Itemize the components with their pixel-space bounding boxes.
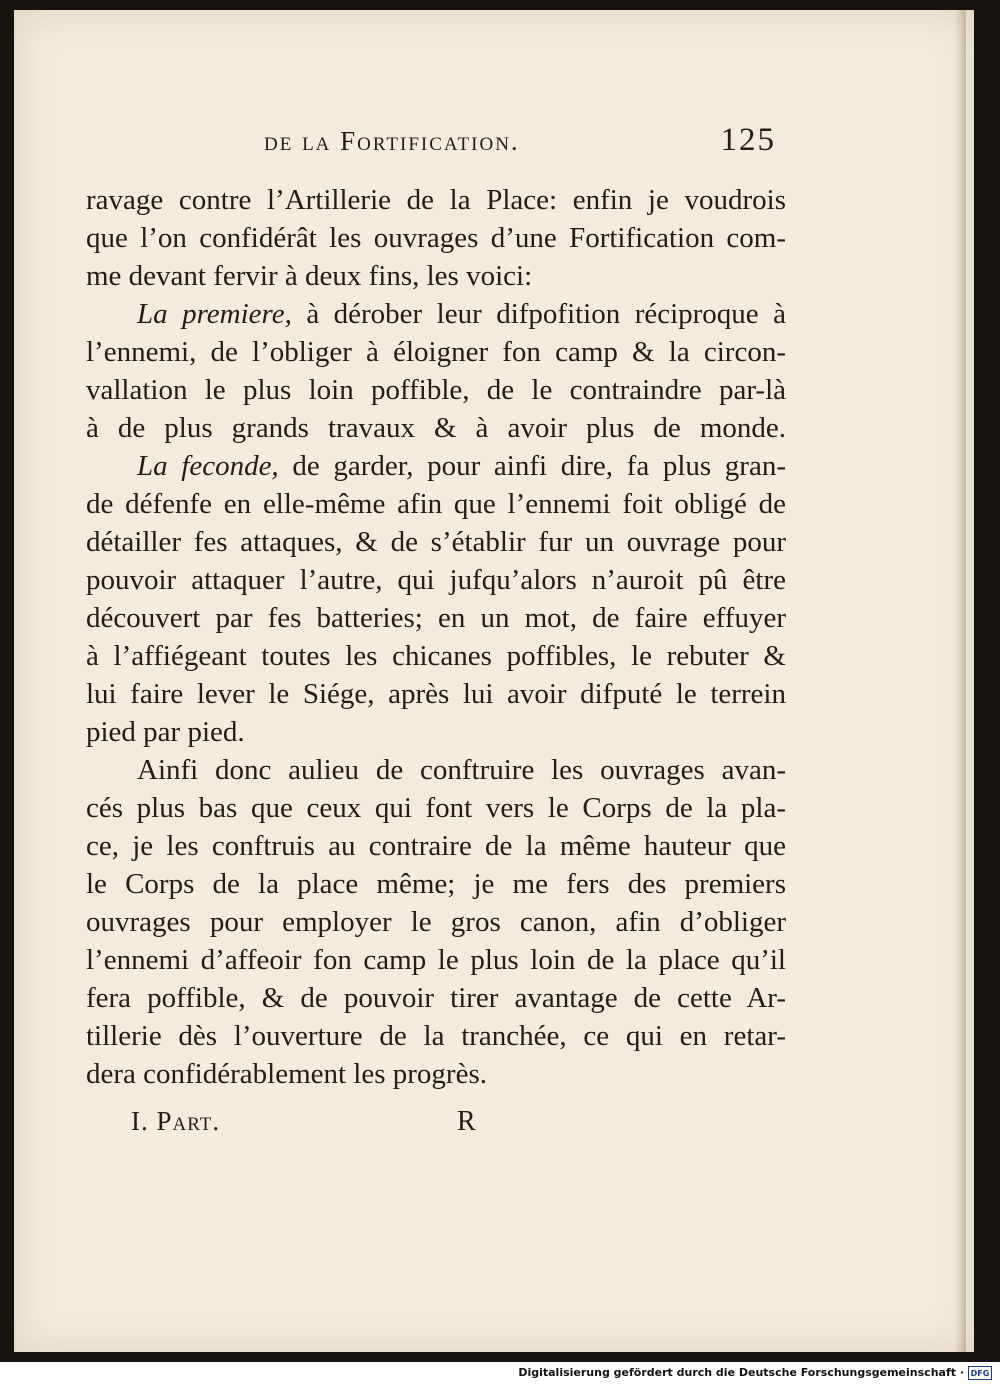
text-line-13: à l’affiégeant toutes les chicanes poffibles, le rebuter &: [86, 640, 786, 672]
text-line-19: le Corps de la place même; je me fers des premiers: [86, 868, 786, 900]
page-footer: [131, 1106, 531, 1146]
text-line-6: vallation le plus loin poffible, de le contraindre par-là: [86, 374, 786, 406]
text-line-18: ce, je les conftruis au contraire de la même hauteur que: [86, 830, 786, 862]
part-label: I. Part.: [131, 1106, 221, 1136]
text-line-8: [86, 448, 786, 484]
credit-text: Digitalisierung gefördert durch die Deutsche Forschungsgemeinschaft ·: [518, 1366, 964, 1379]
text-line-22: fera poffible, & de pouvoir tirer avantage de cette Ar-: [86, 982, 786, 1014]
text-line-20: ouvrages pour employer le gros canon, afin d’obliger: [86, 906, 786, 938]
text-line-9: de défenfe en elle-même afin que l’ennemi foit obligé de: [86, 488, 786, 520]
text-line-16: Ainfi donc aulieu de conftruire les ouvrages avan-: [137, 754, 786, 786]
digitization-credit-bar: [0, 1362, 1000, 1384]
running-head: [86, 122, 786, 166]
page-number: 125: [720, 122, 776, 158]
text-line-21: l’ennemi d’affeoir fon camp le plus loin de la place qu’il: [86, 944, 786, 976]
text-line-15: pied par pied.: [86, 716, 245, 748]
text-line-1: ravage contre l’Artillerie de la Place: enfin je voudrois: [86, 184, 786, 216]
text-line-4-rest: à dérober leur difpofition réciproque à: [306, 298, 786, 330]
text-line-5: l’ennemi, de l’obliger à éloigner fon camp & la circon-: [86, 336, 786, 368]
text-line-10: détailler fes attaques, & de s’établir fur un ouvrage pour: [86, 526, 786, 558]
italic-lead-second: La feconde,: [137, 450, 279, 482]
text-line-23: tillerie dès l’ouverture de la tranchée, ce qui en retar-: [86, 1020, 786, 1052]
book-page: [14, 10, 974, 1352]
text-line-4: [86, 296, 786, 332]
text-line-17: cés plus bas que ceux qui font vers le Corps de la pla-: [86, 792, 786, 824]
text-line-3: me devant fervir à deux fins, les voici:: [86, 260, 533, 292]
dfg-logo: DFG: [968, 1366, 992, 1380]
text-line-11: pouvoir attaquer l’autre, qui jufqu’alors n’auroit pû être: [86, 564, 786, 596]
text-line-12: découvert par fes batteries; en un mot, de faire effuyer: [86, 602, 786, 634]
text-line-14: lui faire lever le Siége, après lui avoir difputé le terrein: [86, 678, 786, 710]
running-title: de la Fortification.: [264, 126, 520, 156]
page-edge-shadow: [956, 10, 966, 1352]
text-line-24: dera confidérablement les progrès.: [86, 1058, 487, 1090]
signature-mark: R: [457, 1106, 476, 1137]
text-line-7: à de plus grands travaux & à avoir plus de monde.: [86, 412, 786, 444]
italic-lead-first: La premiere,: [137, 298, 292, 330]
text-line-2: que l’on confidérât les ouvrages d’une Fortification com-: [86, 222, 786, 254]
text-line-8-rest: de garder, pour ainfi dire, fa plus gran-: [292, 450, 786, 482]
